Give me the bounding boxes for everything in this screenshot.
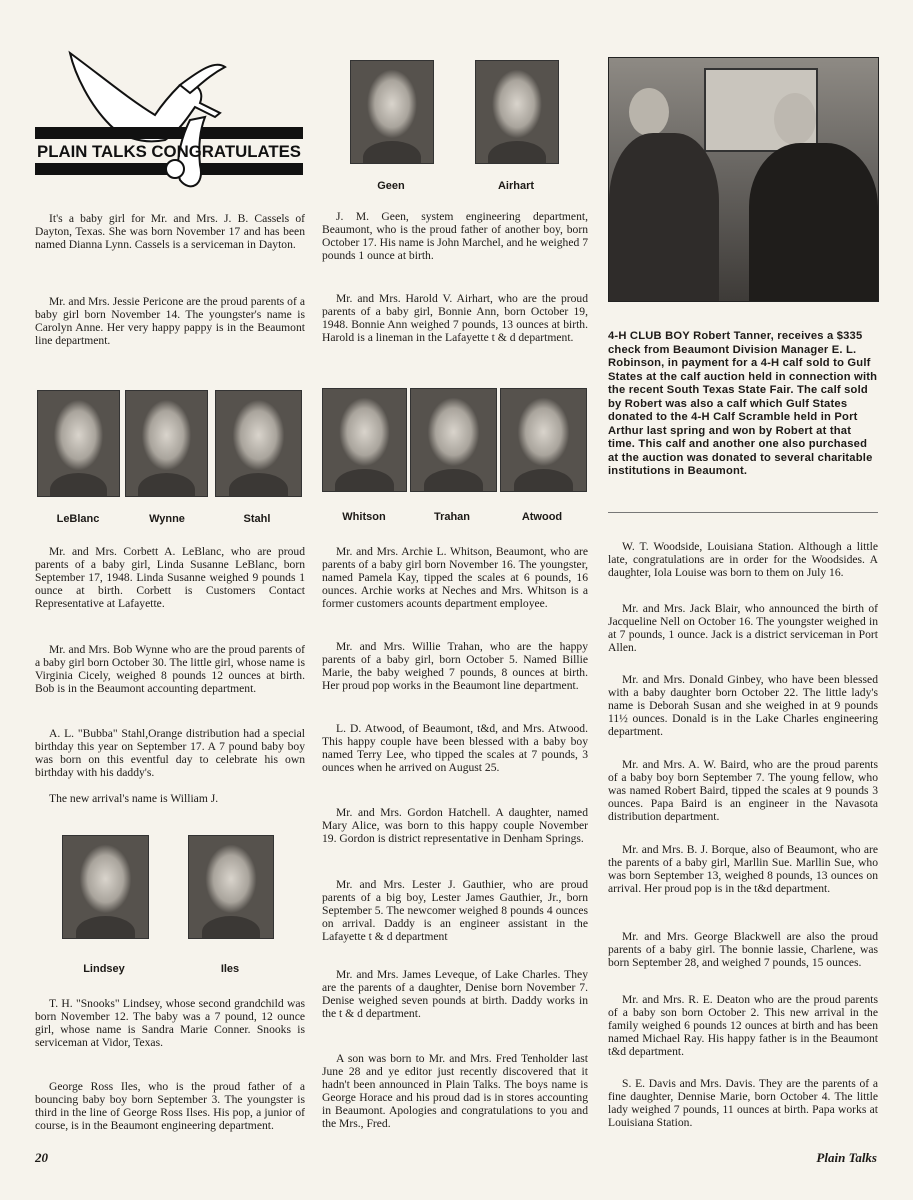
announcement-borque: Mr. and Mrs. B. J. Borque, also of Beaumont, who are the parents of a baby girl, Marllin Sue. Marllin Sue, who was born September 13, weighed 8 pounds, 13 ounces on arrival. Her proud pop is in the t&d department.: [608, 843, 878, 895]
portrait-stahl: [215, 390, 302, 497]
announcement-geen: J. M. Geen, system engineering department, Beaumont, who is the proud father of another boy, born October 17. His name is John Marchel, and he weighed 7 pounds 1 ounce at birth.: [322, 210, 588, 262]
divider: [608, 512, 878, 513]
manager-figure: [774, 93, 816, 145]
page-number: 20: [35, 1150, 48, 1165]
caption-whitson: Whitson: [342, 511, 386, 523]
announcement-whitson: Mr. and Mrs. Archie L. Whitson, Beaumont, who are parents of a baby girl born November 16. The youngster, named Pamela Kay, tipped the scales at 6 pounds, 16 ounces. Archie works at Neches and Mrs. Whitson is a former customers acounts department employee.: [322, 545, 588, 610]
portrait-airhart: [475, 60, 559, 164]
caption-trahan: Trahan: [433, 511, 471, 523]
announcement-gauthier: Mr. and Mrs. Lester J. Gauthier, who are proud parents of a big boy, Lester James Gauthier, Jr., born September 5. The newcomer weighed 8 pounds 4 ounces on arrival. Daddy is an engineer assistant in the Lafayette t & d department: [322, 878, 588, 943]
portrait-geen: [350, 60, 434, 164]
portrait-atwood: [500, 388, 587, 492]
announcement-deaton: Mr. and Mrs. R. E. Deaton who are the proud parents of a baby son born October 2. This new arrival in the family weighed 6 pounds 12 ounces at birth and has been named Michael Ray. His happy father is in the Beaumont t&d department.: [608, 993, 878, 1058]
announcement-atwood: L. D. Atwood, of Beaumont, t&d, and Mrs. Atwood. This happy couple have been blessed with a baby boy named Terry Lee, who tipped the scales at 7 pounds, 3 ounces when he arrived on August 25.: [322, 722, 588, 774]
caption-leblanc: LeBlanc: [56, 513, 100, 525]
portrait-lindsey: [62, 835, 149, 939]
svg-text:PLAIN TALKS CONGRATULATES: PLAIN TALKS CONGRATULATES: [37, 142, 301, 161]
announcement-airhart: Mr. and Mrs. Harold V. Airhart, who are the proud parents of a baby girl, Bonnie Ann, born October 19, 1948. Bonnie Ann weighed 7 pounds, 13 ounces at birth. Harold is a lineman in the Lafayette t & d department.: [322, 292, 588, 344]
announcement-stahl: A. L. "Bubba" Stahl,Orange distribution had a special birthday this year on September 17. A 7 pound baby boy was born on this eventful day to celebrate his own birthday with his daddy's.: [35, 727, 305, 779]
announcement-blair: Mr. and Mrs. Jack Blair, who announced the birth of Jacqueline Nell on October 16. The youngster weighed in at 7 pounds, 1 ounce. Jack is a district serviceman in Port Allen.: [608, 602, 878, 654]
publication-name: Plain Talks: [816, 1150, 877, 1165]
announcement-cassels: It's a baby girl for Mr. and Mrs. J. B. Cassels of Dayton, Texas. She was born November 17 and has been named Dianna Lynn. Cassels is a serviceman in Dayton.: [35, 212, 305, 251]
announcement-leblanc: Mr. and Mrs. Corbett A. LeBlanc, who are proud parents of a baby girl, Linda Susanne LeBlanc, born September 17, 1948. Linda Susanne weighed 9 pounds 1 ounce at birth. Corbett is Customers Contact Representative at Lafayette.: [35, 545, 305, 610]
announcement-wynne: Mr. and Mrs. Bob Wynne who are the proud parents of a baby girl born October 30. The little girl, whose name is Virginia Cicely, weighed 8 pounds 12 ounces at birth. Bob is in the Beaumont accounting department.: [35, 643, 305, 695]
caption-atwood: Atwood: [521, 511, 563, 523]
portrait-iles: [188, 835, 274, 939]
photo-4h-check-presentation: [608, 57, 879, 302]
portrait-trahan: [410, 388, 497, 492]
announcement-lindsey: T. H. "Snooks" Lindsey, whose second grandchild was born November 12. The baby was a 7 pound, 12 ounce girl, whose name is Sandra Marie Conner. Snooks is serviceman at Vidor, Texas.: [35, 997, 305, 1049]
announcement-hatchell: Mr. and Mrs. Gordon Hatchell. A daughter, named Mary Alice, was born to this happy couple November 19. Gordon is district representative in Denham Springs.: [322, 806, 588, 845]
announcement-iles: George Ross Iles, who is the proud father of a bouncing baby boy born September 3. The youngster is third in the line of George Ross Ilses. His pop, a junior of course, is in the Beaumont engineering department.: [35, 1080, 305, 1132]
portrait-leblanc: [37, 390, 120, 497]
portrait-wynne: [125, 390, 208, 497]
stork-icon: [30, 45, 310, 195]
announcement-pericone: Mr. and Mrs. Jessie Pericone are the proud parents of a baby girl born November 14. The youngster's name is Carolyn Anne. Her very happy pappy is in the Beaumont line department.: [35, 295, 305, 347]
announcement-ginbey: Mr. and Mrs. Donald Ginbey, who have been blessed with a baby daughter born October 22. The little lady's name is Deborah Susan and she weighed in at 9 pounds 11½ ounces. Donald is in the Lake Charles engineering department.: [608, 673, 878, 738]
announcement-leveque: Mr. and Mrs. James Leveque, of Lake Charles. They are the parents of a daughter, Denise born November 7. Denise weighed seven pounds at birth. Daddy works in the t & d department.: [322, 968, 588, 1020]
announcement-tenholder: A son was born to Mr. and Mrs. Fred Tenholder last June 28 and ye editor just recently discovered that it hadn't been announced in Plain Talks. The boys name is George Horace and his proud dad is in stores accounting in Beaumont. Apologies and congratulations to you and the Mrs., Fred.: [322, 1052, 588, 1130]
announcement-davis: S. E. Davis and Mrs. Davis. They are the parents of a fine daughter, Dennise Marie, born October 4. The little lady weighed 7 pounds, 11 ounces at birth. Papa works at Louisiana Station.: [608, 1077, 878, 1129]
boy-figure: [629, 88, 669, 136]
manager-suit: [749, 143, 878, 302]
caption-wynne: Wynne: [149, 513, 185, 525]
caption-iles: Iles: [220, 963, 240, 975]
announcement-stahl-name: The new arrival's name is William J.: [49, 792, 219, 805]
caption-lindsey: Lindsey: [83, 963, 125, 975]
caption-airhart: Airhart: [497, 180, 535, 192]
announcement-trahan: Mr. and Mrs. Willie Trahan, who are the happy parents of a baby girl, born October 5. Named Billie Marie, the baby weighed 7 pounds, 8 ounces at birth. Her proud pop works in the Beaumont line department.: [322, 640, 588, 692]
announcement-baird: Mr. and Mrs. A. W. Baird, who are the proud parents of a baby boy born September 7. The young fellow, who was named Robert Baird, tipped the scales at 9 pounds 3 ounces. Papa Baird is an engineer in the Navasota distribution department.: [608, 758, 878, 823]
announcement-blackwell: Mr. and Mrs. George Blackwell are also the proud parents of a baby girl. The bonnie lassie, Charlene, was born September 28, and weighed 7 pounds, 15 ounces.: [608, 930, 878, 969]
caption-geen: Geen: [377, 180, 405, 192]
portrait-whitson: [322, 388, 407, 492]
boy-jacket: [609, 133, 719, 302]
announcement-woodside: W. T. Woodside, Louisiana Station. Although a little late, congratulations are in order for the Woodsides. A daughter, Iola Louise was born to them on July 16.: [608, 540, 878, 579]
photo-caption: 4-H CLUB BOY Robert Tanner, receives a $335 check from Beaumont Division Manager E. L. Robinson, in payment for a 4-H calf sold to Gulf States at the calf auction held in connection with the recent South Texas State Fair. The calf sold by Robert was also a calf which Gulf States donated to the 4-H Calf Scramble held in Port Arthur last spring and won by Robert at that time. This calf and another one also purchased at the auction was donated to several charitable institutions in Beaumont.: [608, 330, 878, 477]
caption-stahl: Stahl: [243, 513, 271, 525]
plain-talks-congratulates-logo: [30, 45, 310, 195]
